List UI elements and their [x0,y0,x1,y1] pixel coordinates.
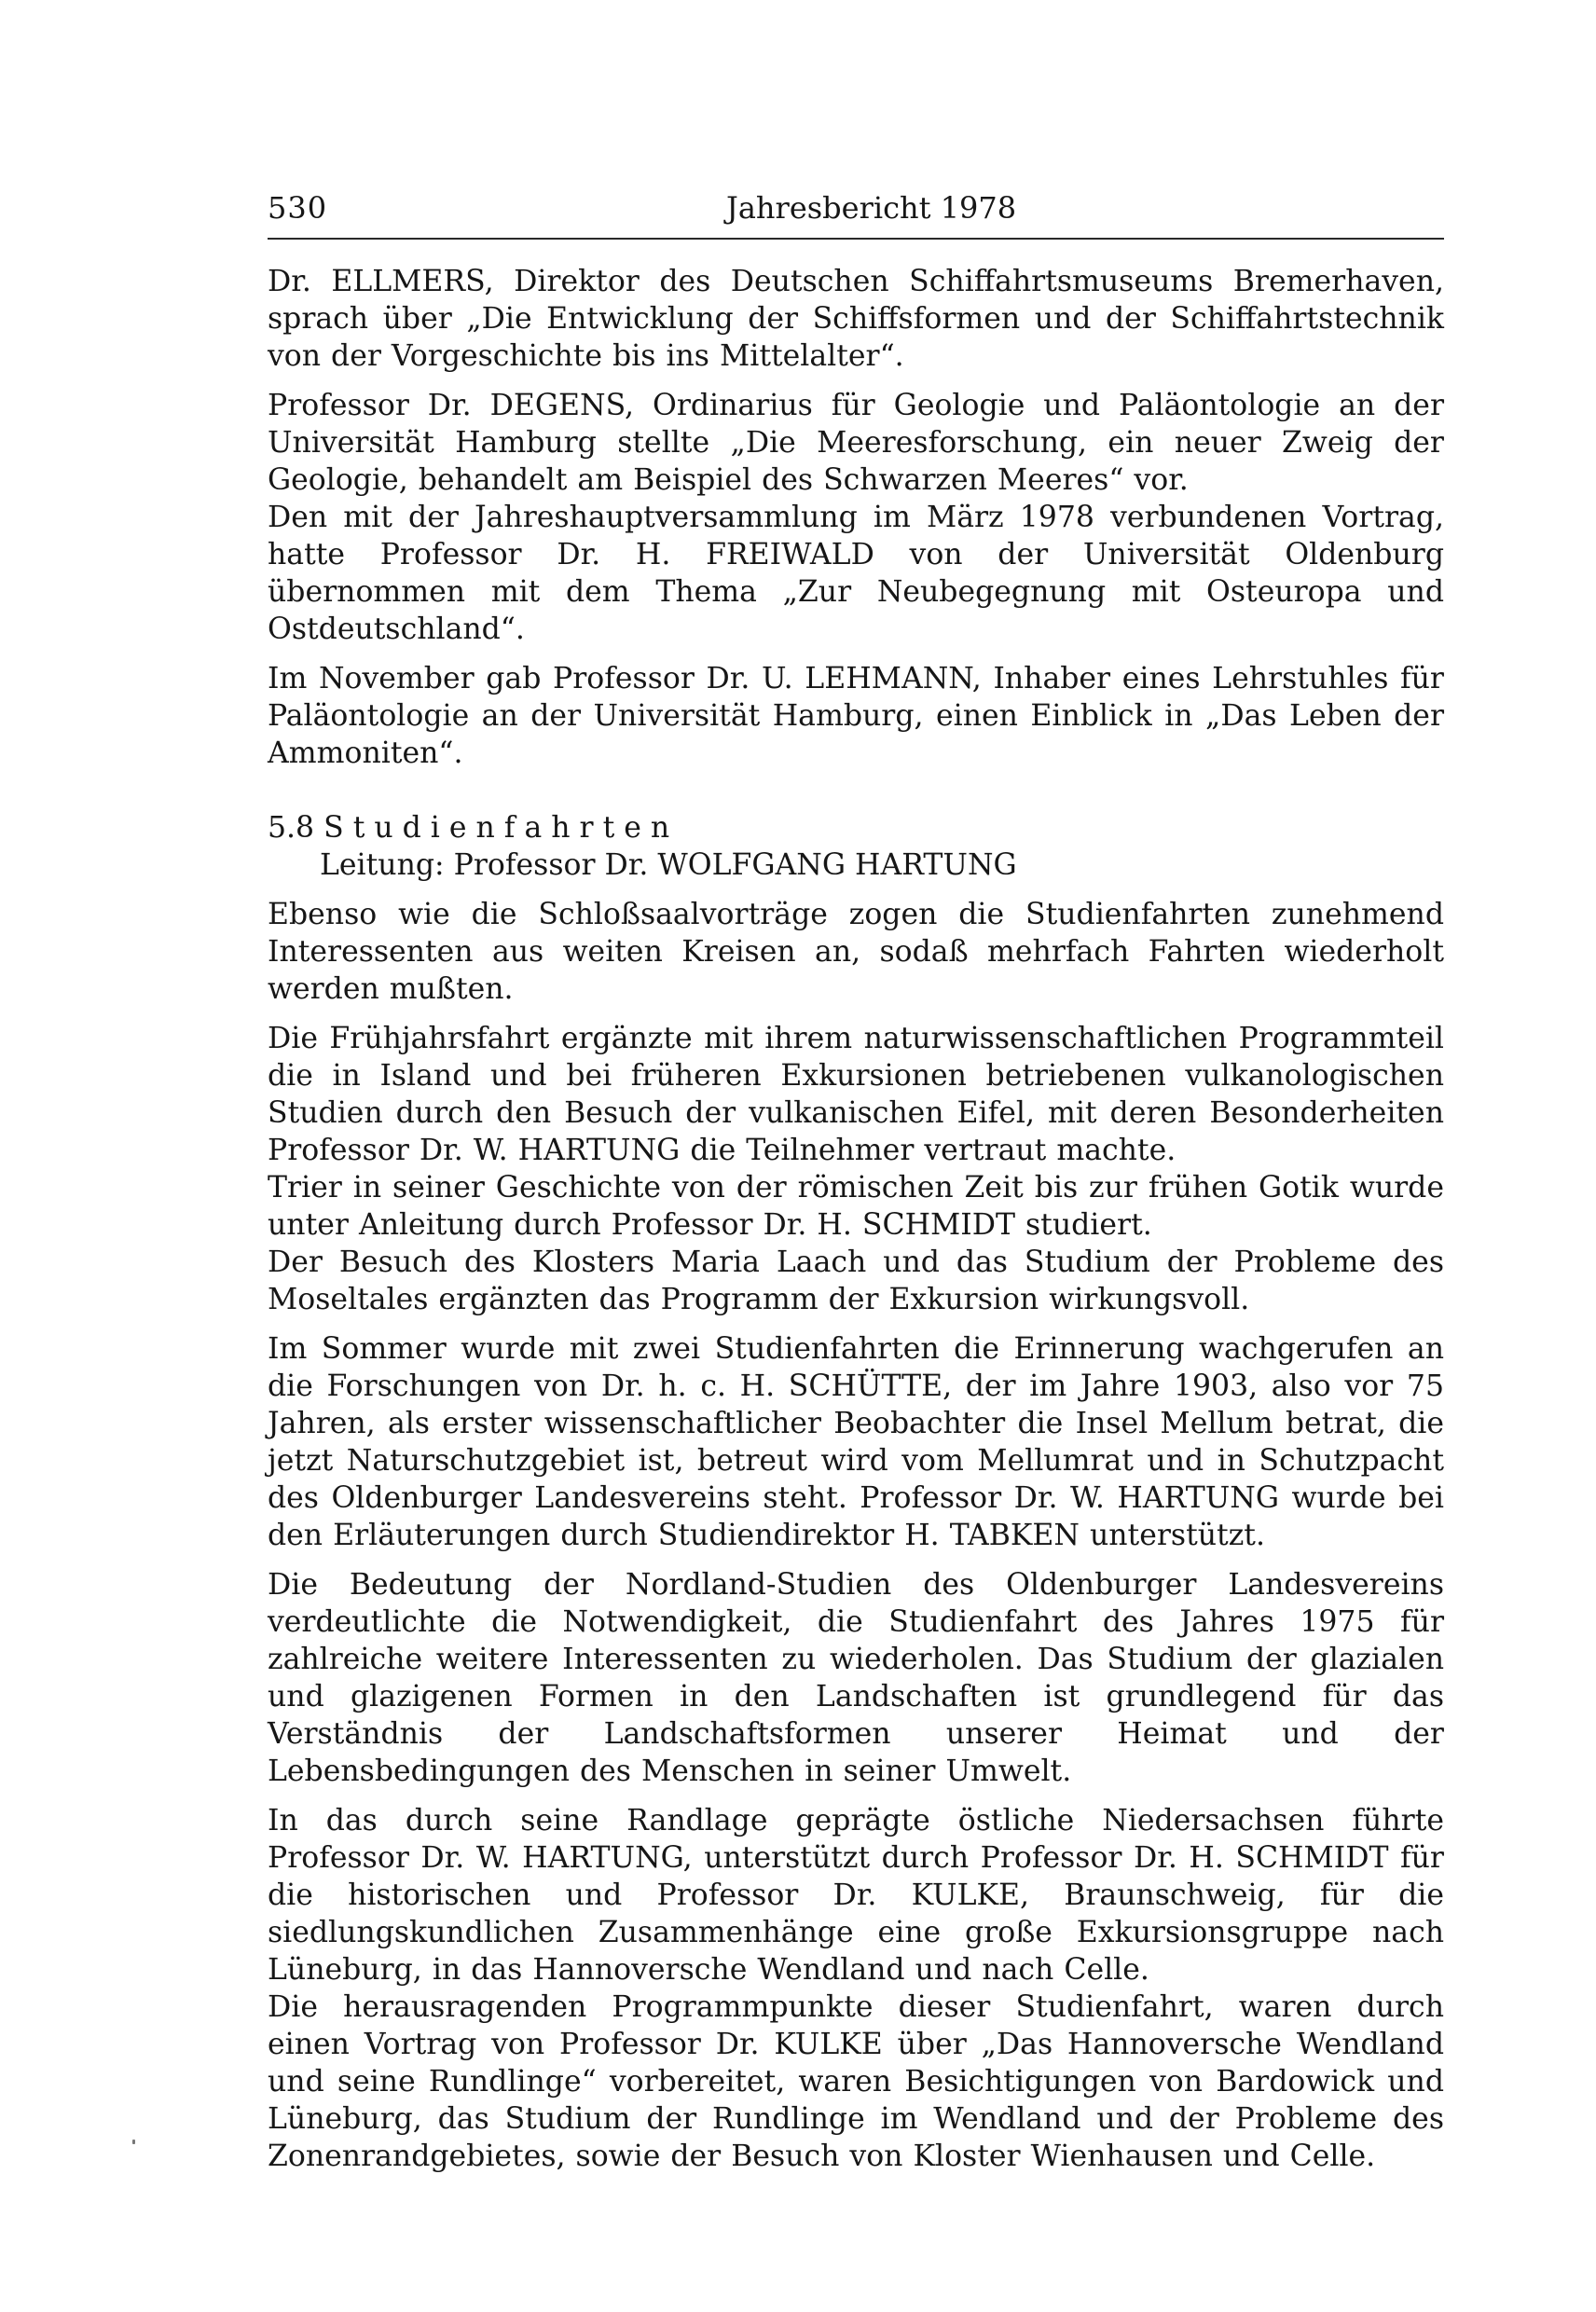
scan-speck [132,2140,135,2144]
paragraph-fruehjahrsfahrt: Die Frühjahrsfahrt ergänzte mit ihrem naturwissenschaftlichen Programmteil die in Island und bei früheren Exkursionen betriebenen vulkanologischen Studien durch den Besuch der vulkanischen Eifel, mit deren Besonderheiten Professor Dr. W. HARTUNG die Teilnehmer vertraut machte. [268,1022,1444,1167]
paragraph-trier: Trier in seiner Geschichte von der römischen Zeit bis zur frühen Gotik wurde unter Anleitung durch Professor Dr. H. SCHMIDT studiert. [268,1171,1444,1242]
paragraph-programmpunkte: Die herausragenden Programmpunkte dieser Studienfahrt, waren durch einen Vortrag von Professor Dr. KULKE über „Das Hannoversche Wendland und seine Rundlinge“ vorbereitet, waren Besichtigungen von Bardowick und Lüneburg, das Studium der Rundlinge im Wendland und der Probleme des Zonenrandgebietes, sowie der Besuch von Kloster Wienhausen und Celle. [268,1990,1444,2173]
paragraph-maria-laach: Der Besuch des Klosters Maria Laach und das Studium der Probleme des Moseltales ergänzten das Programm der Exkursion wirkungsvoll. [268,1245,1444,1316]
section-lead: Leitung: Professor Dr. WOLFGANG HARTUNG [320,848,1017,882]
paragraph-schlosssaal: Ebenso wie die Schloßsaalvorträge zogen die Studienfahrten zunehmend Interessenten aus weiten Kreisen an, sodaß mehrfach Fahrten wiederholt werden mußten. [268,898,1444,1006]
paragraph-mellum: Im Sommer wurde mit zwei Studienfahrten die Erinnerung wachgerufen an die Forschungen von Dr. h. c. H. SCHÜTTE, der im Jahre 1903, also vor 75 Jahren, als erster wissenschaftlicher Beobachter die Insel Mellum betrat, die jetzt Naturschutzgebiet ist, betreut wird vom Mellumrat und in Schutzpacht des Oldenburger Landesvereins steht. Professor Dr. W. HARTUNG wurde bei den Erläuterungen durch Studiendirektor H. TABKEN unterstützt. [268,1332,1444,1552]
paragraph-lehmann: Im November gab Professor Dr. U. LEHMANN, Inhaber eines Lehrstuhles für Paläontologie an der Universität Hamburg, einen Einblick in „Das Leben der Ammoniten“. [268,662,1444,770]
page-header [268,190,1442,237]
paragraph-freiwald: Den mit der Jahreshauptversammlung im März 1978 verbundenen Vortrag, hatte Professor Dr. H. FREIWALD von der Universität Oldenburg übernommen mit dem Thema „Zur Neubegegnung mit Osteuropa und Ostdeutschland“. [268,501,1444,646]
paragraph-niedersachsen: In das durch seine Randlage geprägte östliche Niedersachsen führte Professor Dr. W. HARTUNG, unterstützt durch Professor Dr. H. SCHMIDT für die historischen und Professor Dr. KULKE, Braunschweig, für die siedlungskundlichen Zusammenhänge eine große Exkursionsgruppe nach Lüneburg, in das Hannoversche Wendland und nach Celle. [268,1804,1444,1987]
running-title: Jahresbericht 1978 [726,190,1017,226]
section-heading [268,809,1444,846]
page-body [268,263,1444,2175]
section-title: Studienfahrten [323,811,680,845]
paragraph-ellmers: Dr. ELLMERS, Direktor des Deutschen Schiffahrtsmuseums Bremerhaven, sprach über „Die Entwicklung der Schiffsformen und der Schiffahrtstechnik von der Vorgeschichte bis ins Mittelalter“. [268,265,1444,373]
paragraph-nordland: Die Bedeutung der Nordland-Studien des Oldenburger Landesvereins verdeutlichte die Notwendigkeit, die Studienfahrt des Jahres 1975 für zahlreiche weitere Interessenten zu wiederholen. Das Studium der glazialen und glazigenen Formen in den Landschaften ist grundlegend für das Verständnis der Landschaftsformen unserer Heimat und der Lebensbedingungen des Menschen in seiner Umwelt. [268,1568,1444,1788]
section-number: 5.8 [268,811,315,845]
paragraph-degens: Professor Dr. DEGENS, Ordinarius für Geologie und Paläontologie an der Universität Hamburg stellte „Die Meeresforschung, ein neuer Zweig der Geologie, behandelt am Beispiel des Schwarzen Meeres“ vor. [268,389,1444,497]
section-block [268,809,1444,884]
header-rule [268,238,1444,240]
page-number: 530 [268,190,328,226]
